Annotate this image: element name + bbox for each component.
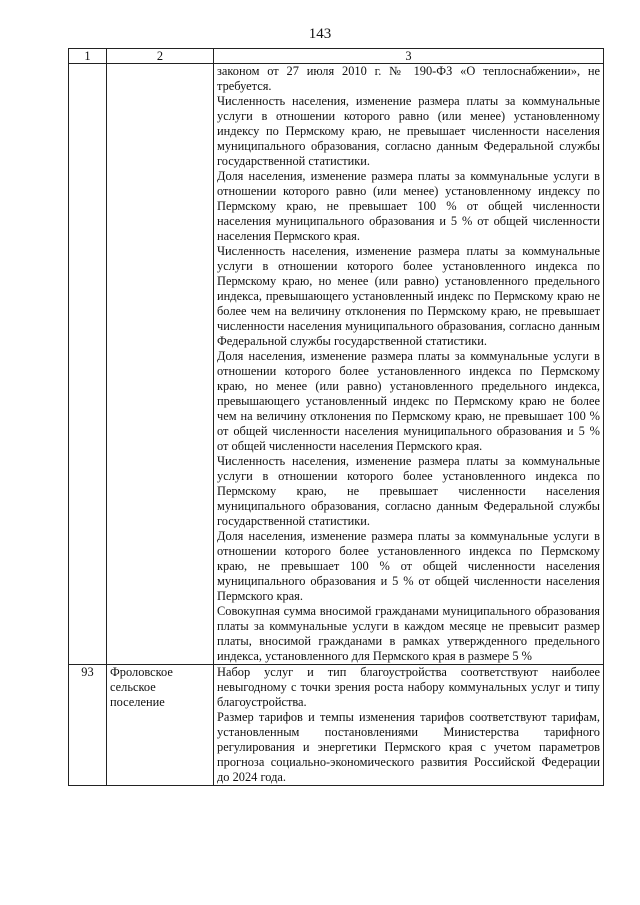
paragraph: Доля населения, изменение размера платы за коммунальные услуги в отношении которого более установленного индекса по Пермскому краю, не превышает 100 % от общей численности населения муниципального образования и 5 % от общей численности населения Пермского края.: [217, 529, 600, 603]
paragraph: Численность населения, изменение размера платы за коммунальные услуги в отношении которого более установленного индекса по Пермскому краю, но менее (или равно) установленного предельного индекса, превышающего установленный индекс по Пермскому краю не более чем на величину отклонения по Пермскому краю, не превышает численности населения муниципального образования, согласно данным Федеральной службы государственной статистики.: [217, 244, 600, 348]
table-row: [69, 64, 604, 665]
row-number-cell: 93: [69, 665, 107, 786]
description-cell: [214, 665, 604, 786]
paragraph: Доля населения, изменение размера платы за коммунальные услуги в отношении которого равно (или менее) установленному индексу по Пермскому краю, не превышает 100 % от общей численности населения муниципального образования и 5 % от общей численности населения Пермского края.: [217, 169, 600, 243]
paragraph: Доля населения, изменение размера платы за коммунальные услуги в отношении которого более установленного индекса по Пермскому краю, но менее (или равно) установленного предельного индекса, превышающего установленный индекс по Пермскому краю не более чем на величину отклонения по Пермскому краю, не превышает 100 % от общей численности населения муниципального образования и 5 % от общей численности населения Пермского края.: [217, 349, 600, 453]
description-cell: [214, 64, 604, 665]
settlement-cell: Фроловское сельское поселение: [107, 665, 214, 786]
column-header-2: 2: [107, 49, 214, 64]
paragraph: Совокупная сумма вносимой гражданами муниципального образования платы за коммунальные услуги в каждом месяце не превысит размер платы, вносимой гражданами в рамках утвержденного предельного индекса, установленного для Пермского края в размере 5 %: [217, 604, 600, 663]
settlement-cell: [107, 64, 214, 665]
header-row: [69, 49, 604, 64]
paragraph: Численность населения, изменение размера платы за коммунальные услуги в отношении которого более установленного индекса по Пермскому краю, не превышает численности населения муниципального образования, согласно данным Федеральной службы государственной статистики.: [217, 454, 600, 528]
page-number: 143: [308, 26, 332, 42]
column-header-1: 1: [69, 49, 107, 64]
table-row: [69, 665, 604, 786]
paragraph: законом от 27 июля 2010 г. № 190-ФЗ «О теплоснабжении», не требуется.: [217, 64, 600, 93]
document-table: [68, 48, 604, 786]
paragraph: Набор услуг и тип благоустройства соответствуют наиболее невыгодному с точки зрения роста набору коммунальных услуг и типу благоустройства.: [217, 665, 600, 709]
paragraph: Численность населения, изменение размера платы за коммунальные услуги в отношении которого равно (или менее) установленному индексу по Пермскому краю, не превышает численности населения муниципального образования, согласно данным Федеральной службы государственной статистики.: [217, 94, 600, 168]
paragraph: Размер тарифов и темпы изменения тарифов соответствуют тарифам, установленным постановлениями Министерства тарифного регулирования и энергетики Пермского края с учетом параметров прогноза социально-экономического развития Российской Федерации до 2024 года.: [217, 710, 600, 784]
column-header-3: 3: [214, 49, 604, 64]
row-number-cell: [69, 64, 107, 665]
